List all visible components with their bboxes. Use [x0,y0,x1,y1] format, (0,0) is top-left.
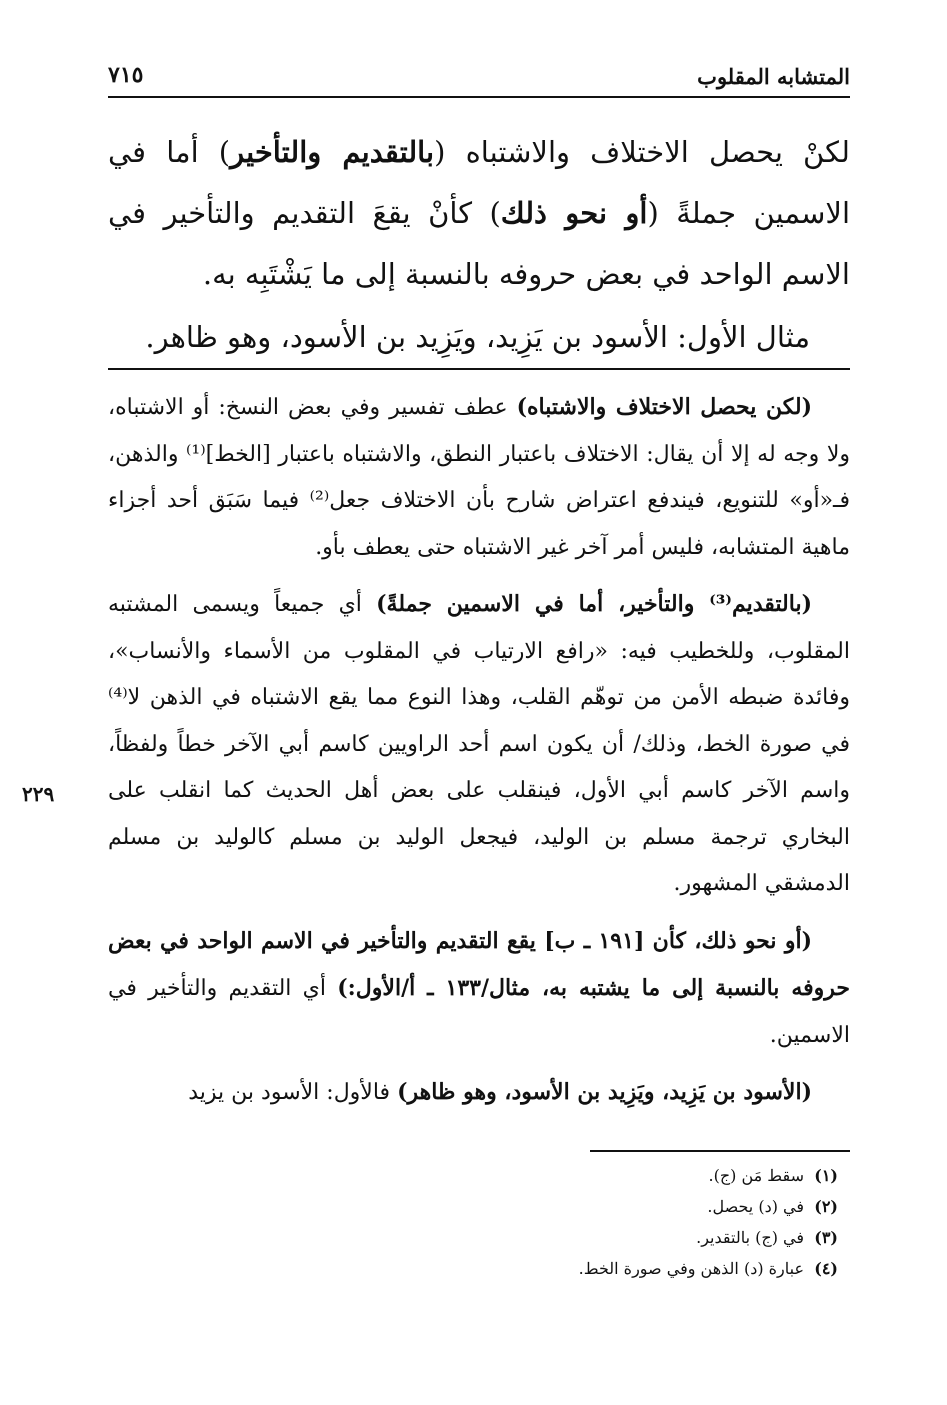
footnote [108,1160,838,1191]
footnote-text: عبارة (د) الذهن وفي صورة الخط. [578,1259,804,1278]
footnote-text: في (ج) بالتقدير. [696,1228,804,1247]
footnote-number: (٤) [814,1259,838,1278]
commentary-paragraph [108,1069,850,1117]
manuscript-page-ref: ٢٢٩ [22,782,55,806]
footnote-text: في (د) يحصل. [707,1197,804,1216]
commentary-lemma: (لكن يحصل الاختلاف والاشتباه) [516,394,812,420]
footnote-rule [590,1150,850,1152]
commentary-body: أي جميعاً ويسمى المشتبه المقلوب، وللخطيب فيه: «رافع الارتياب في المقلوب من الأسماء والأنساب»، وفائدة ضبطه الأمن من توهّم القلب، وهذا النوع مما يقع الاشتباه في الذهن لا⁽⁴⁾ في صورة الخط، وذلك/ أن يكون اسم أحد الراويين كاسم أبي الآخر خطاً ولفظاً، واسم الآخر كاسم أبي الأول، فينقلب على بعض أهل الحديث كما انقلب على البخاري ترجمة مسلم بن الوليد، فيجعل الوليد بن مسلم كالوليد بن مسلم الدمشقي المشهور. [108,592,850,896]
matn-bold-segment: بالتقديم والتأخير [230,135,435,169]
matn-segment: ) كأنْ يقعَ التقديم والتأخير في الاسم الواحد في بعض حروفه بالنسبة إلى ما يَشْتَبِه به. [108,196,850,291]
section-rule [108,368,850,370]
matn-segment: ) أما في الاسمين جملةً ( [108,135,851,230]
chapter-title: المتشابه المقلوب [697,64,850,89]
footnotes [108,1160,850,1284]
header-rule [108,96,850,98]
matn-text [108,122,850,368]
commentary-lemma: (الأسود بن يَزِيد، ويَزِيد بن الأسود، وهو ظاهر) [397,1079,812,1105]
matn-segment: لكنْ يحصل الاختلاف والاشتباه ( [434,135,850,169]
commentary-body: أي التقديم والتأخير في الاسمين. [108,976,850,1048]
matn-example: مثال الأول: الأسود بن يَزِيد، ويَزِيد بن الأسود، وهو ظاهر. [145,320,810,354]
commentary-body: عطف تفسير وفي بعض النسخ: أو الاشتباه، ولا وجه له إلا أن يقال: الاختلاف باعتبار النطق، والاشتباه باعتبار [الخط]⁽¹⁾ والذهن، فـ«أو» للتنويع، فيندفع اعتراض شارح بأن الاختلاف جعل⁽²⁾ فيما سَبَق أحد أجزاء ماهية المتشابه، فليس أمر آخر غير الاشتباه حتى يعطف بأو. [108,395,850,560]
footnote-number: (١) [814,1166,838,1185]
commentary-paragraph [108,384,850,571]
matn-paragraph [108,122,850,305]
running-header [108,58,850,96]
commentary-paragraph [108,581,850,908]
footnote-text: سقط مَن (ج). [708,1166,804,1185]
page-number: ٧١٥ [108,62,144,88]
commentary-text [108,384,850,1127]
matn-bold-segment: أو نحو ذلك [500,196,648,230]
footnote-number: (٣) [814,1228,838,1247]
commentary-body: فالأول: الأسود بن يزيد [188,1080,398,1105]
footnote [108,1191,838,1222]
footnote [108,1253,838,1284]
commentary-lemma: (أو نحو ذلك، كأن [١٩١ ـ ب] يقع التقديم والتأخير في الاسم الواحد في بعض حروفه بالنسبة إلى ما يشتبه به، مثال/١٣٣ ـ أ/الأول:) [108,927,850,1001]
commentary-paragraph [108,918,850,1060]
commentary-lemma: (بالتقديم⁽³⁾ والتأخير، أما في الاسمين جملةً) [376,591,812,617]
footnote-number: (٢) [814,1197,838,1216]
footnote [108,1222,838,1253]
